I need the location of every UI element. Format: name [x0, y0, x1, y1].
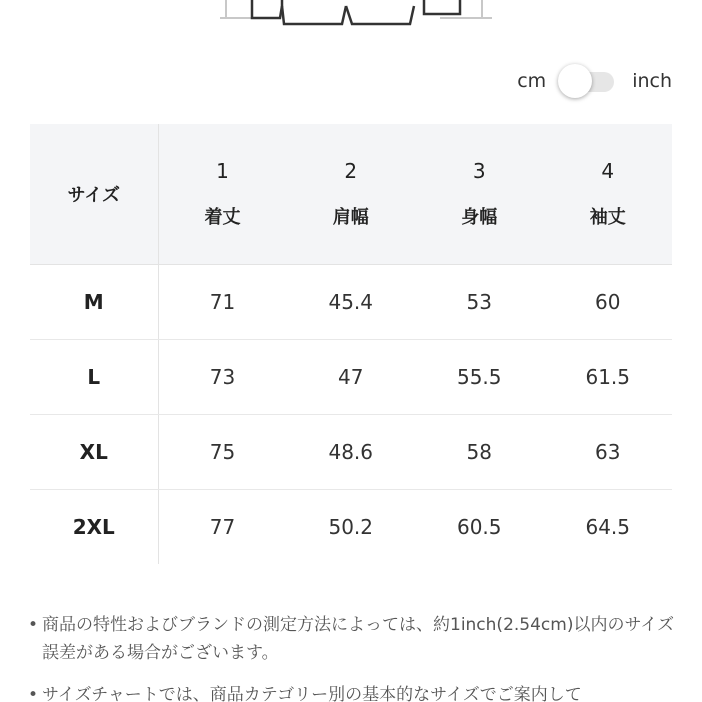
unit-inch-label[interactable]: inch	[632, 70, 672, 92]
column-name: 身幅	[461, 206, 498, 228]
table-row	[30, 339, 672, 414]
table-cell: 71	[158, 264, 287, 339]
size-column-header: サイズ	[30, 124, 158, 264]
column-header	[415, 124, 544, 264]
column-header	[287, 124, 416, 264]
table-header-row	[30, 124, 672, 264]
table-cell: 55.5	[415, 339, 544, 414]
table-cell: 73	[158, 339, 287, 414]
note-item	[28, 681, 678, 702]
size-chart-table	[30, 124, 672, 564]
size-label: L	[30, 339, 158, 414]
table-cell: 58	[415, 414, 544, 489]
table-cell: 47	[287, 339, 416, 414]
column-header	[544, 124, 673, 264]
garment-illustration	[214, 0, 494, 30]
unit-toggle[interactable]	[558, 62, 620, 100]
unit-cm-label[interactable]: cm	[517, 70, 547, 92]
table-cell: 61.5	[544, 339, 673, 414]
table-row	[30, 489, 672, 564]
bullet: •	[28, 615, 39, 635]
note-text: 商品の特性およびブランドの測定方法によっては、約1inch(2.54cm)以内のサイズ誤差がある場合がございます。	[42, 615, 675, 663]
column-number: 4	[601, 158, 615, 183]
size-label: M	[30, 264, 158, 339]
table-row	[30, 414, 672, 489]
size-label: 2XL	[30, 489, 158, 564]
table-cell: 64.5	[585, 514, 631, 539]
table-cell: 60	[544, 264, 673, 339]
toggle-knob[interactable]	[558, 64, 592, 98]
column-header	[158, 124, 287, 264]
size-notes	[28, 611, 678, 702]
table-cell: 45.4	[287, 264, 416, 339]
bullet: •	[28, 685, 39, 702]
column-name: 袖丈	[589, 206, 626, 228]
note-item	[28, 611, 678, 667]
size-label: XL	[30, 414, 158, 489]
table-cell: 48.6	[287, 414, 416, 489]
table-row	[30, 264, 672, 339]
column-number: 3	[472, 158, 486, 183]
column-number: 2	[344, 158, 358, 183]
column-number: 1	[216, 158, 229, 183]
column-name: 肩幅	[332, 206, 369, 228]
table-cell: 53	[415, 264, 544, 339]
note-text: サイズチャートでは、商品カテゴリー別の基本的なサイズでご案内して	[42, 685, 582, 702]
unit-switch	[517, 62, 672, 100]
table-cell: 63	[544, 414, 673, 489]
table-cell: 77	[209, 514, 236, 539]
table-cell: 60.5	[456, 514, 502, 539]
table-cell: 50.2	[328, 514, 374, 539]
column-name: 着丈	[204, 206, 241, 228]
table-cell: 75	[158, 414, 287, 489]
